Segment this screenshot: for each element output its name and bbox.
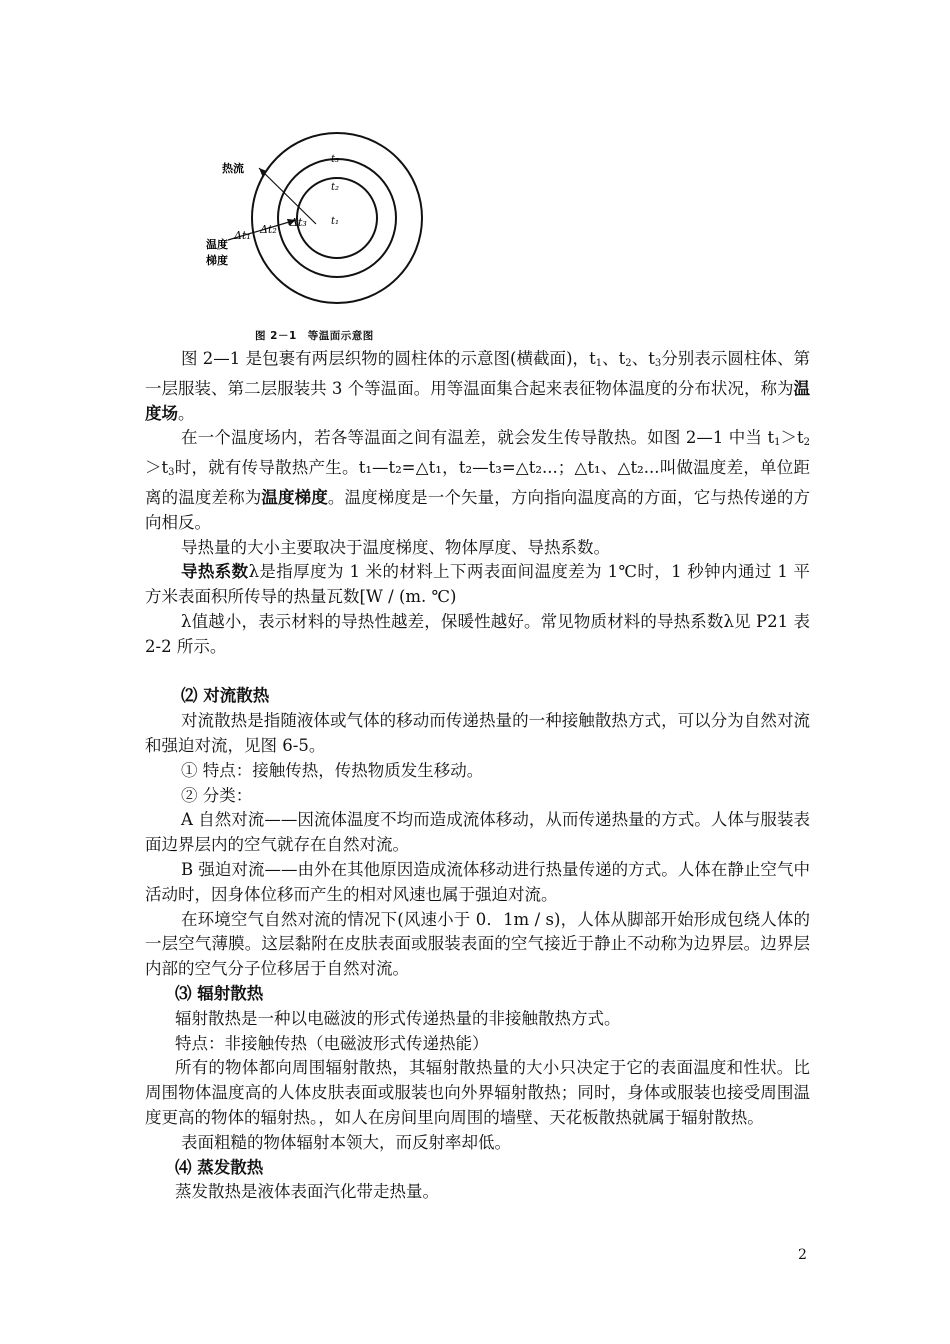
term-conductivity: 导热系数 bbox=[181, 562, 249, 582]
heading-convection: ⑵ 对流散热 bbox=[181, 686, 270, 706]
heat-flow-arrow bbox=[259, 168, 316, 224]
term-temperature-gradient: 温度梯度 bbox=[261, 487, 328, 507]
dt2-label: Δt₂ bbox=[260, 223, 277, 236]
paragraph-forced-convection: B 强迫对流——由外在其他原因造成流体移动进行热量传递的方式。人体在静止空气中活动时，因身体位移而产生的相对风速也属于强迫对流。 bbox=[145, 859, 810, 904]
t1-label: t₁ bbox=[331, 216, 340, 227]
paragraph-isotherm: 图 2—1 是包裹有两层织物的圆柱体的示意图(横截面)，$t_1$、$t_2$、$t_3$分别表示圆柱体、第一层服装、第二层服装共 3 个等温面。用等温面集合起来表征物体温度的分布状况，称为温度场。 bbox=[145, 349, 811, 423]
figure-caption: 图 2－1 等温面示意图 bbox=[255, 330, 374, 342]
dt3-label: Δt₃ bbox=[290, 216, 307, 229]
paragraph-convection-feature: ① 特点：接触传热，传热物质发生移动。 bbox=[181, 760, 484, 780]
t3-label: t₃ bbox=[331, 154, 340, 165]
heading-radiation: ⑶ 辐射散热 bbox=[175, 983, 264, 1003]
term-temperature-field: 温度场 bbox=[145, 378, 810, 423]
t2-label: t₂ bbox=[331, 182, 340, 193]
heat-flow-label: 热流 bbox=[222, 162, 244, 175]
paragraph-surface-roughness: 表面粗糙的物体辐射本领大，而反射率却低。 bbox=[181, 1132, 511, 1152]
paragraph-convection-types: ② 分类： bbox=[181, 785, 253, 805]
paragraph-evaporation: 蒸发散热是液体表面汽化带走热量。 bbox=[175, 1182, 439, 1202]
paragraph-natural-convection: A 自然对流——因流体温度不均而造成流体移动，从而传递热量的方式。人体与服装表面边界层内的空气就存在自然对流。 bbox=[145, 810, 810, 855]
paragraph-gradient: 在一个温度场内，若各等温面之间有温差，就会发生传导散热。如图 2—1 中当 $t_1>t_2>t_3$时，就有传导散热产生。t₁—t₂=△t₁，t₂—t₃=△t₂...；△t₁、△t₂...叫做温度差，单位距离的温度差称为温度梯度。温度梯度是一个矢量，方向指向温度高的方面，它与热传递的方向相反。 bbox=[145, 428, 811, 532]
page-number: 2 bbox=[798, 1247, 807, 1263]
paragraph-radiation-feature: 特点：非接触传热（电磁波形式传递热能） bbox=[175, 1033, 489, 1053]
paragraph-lambda: λ值越小，表示材料的导热性越差，保暖性越好。常见物质材料的导热系数λ见 P21 表 2-2 所示。 bbox=[145, 611, 810, 656]
paragraph-radiation-detail: 所有的物体都向周围辐射散热，其辐射散热量的大小只决定于它的表面温度和性状。比周围物体温度高的人体皮肤表面或服装也向外界辐射散热；同时，身体或服装也接受周围温度更高的物体的辐射热。，如人在房间里向周围的墙壁、天花板散热就属于辐射散热。 bbox=[145, 1058, 810, 1127]
paragraph-conductivity: 导热系数λ是指厚度为 1 米的材料上下两表面间温度差为 1℃时，1 秒钟内通过 1 平方米表面积所传导的热量瓦数[W / (m. ℃) bbox=[145, 562, 810, 607]
isotherm-figure bbox=[198, 128, 438, 348]
paragraph-convection: 对流散热是指随液体或气体的移动而传递热量的一种接触散热方式，可以分为自然对流和强迫对流，见图 6-5。 bbox=[145, 711, 810, 755]
document-body bbox=[145, 347, 810, 1205]
isotherm-diagram bbox=[198, 128, 438, 348]
gradient-label-1: 温度 bbox=[206, 238, 228, 251]
gradient-label-2: 梯度 bbox=[206, 254, 228, 267]
paragraph-boundary-layer: 在环境空气自然对流的情况下(风速小于 0．1m / s)，人体从脚部开始形成包绕人体的一层空气薄膜。这层黏附在皮肤表面或服装表面的空气接近于静止不动称为边界层。边界层内部的空气分子位移居于自然对流。 bbox=[145, 909, 810, 979]
paragraph-radiation: 辐射散热是一种以电磁波的形式传递热量的非接触散热方式。 bbox=[175, 1008, 621, 1028]
paragraph-conduction-amount: 导热量的大小主要取决于温度梯度、物体厚度、导热系数。 bbox=[181, 537, 610, 557]
heading-evaporation: ⑷ 蒸发散热 bbox=[175, 1157, 264, 1177]
dt1-label: Δt₁ bbox=[234, 229, 251, 242]
